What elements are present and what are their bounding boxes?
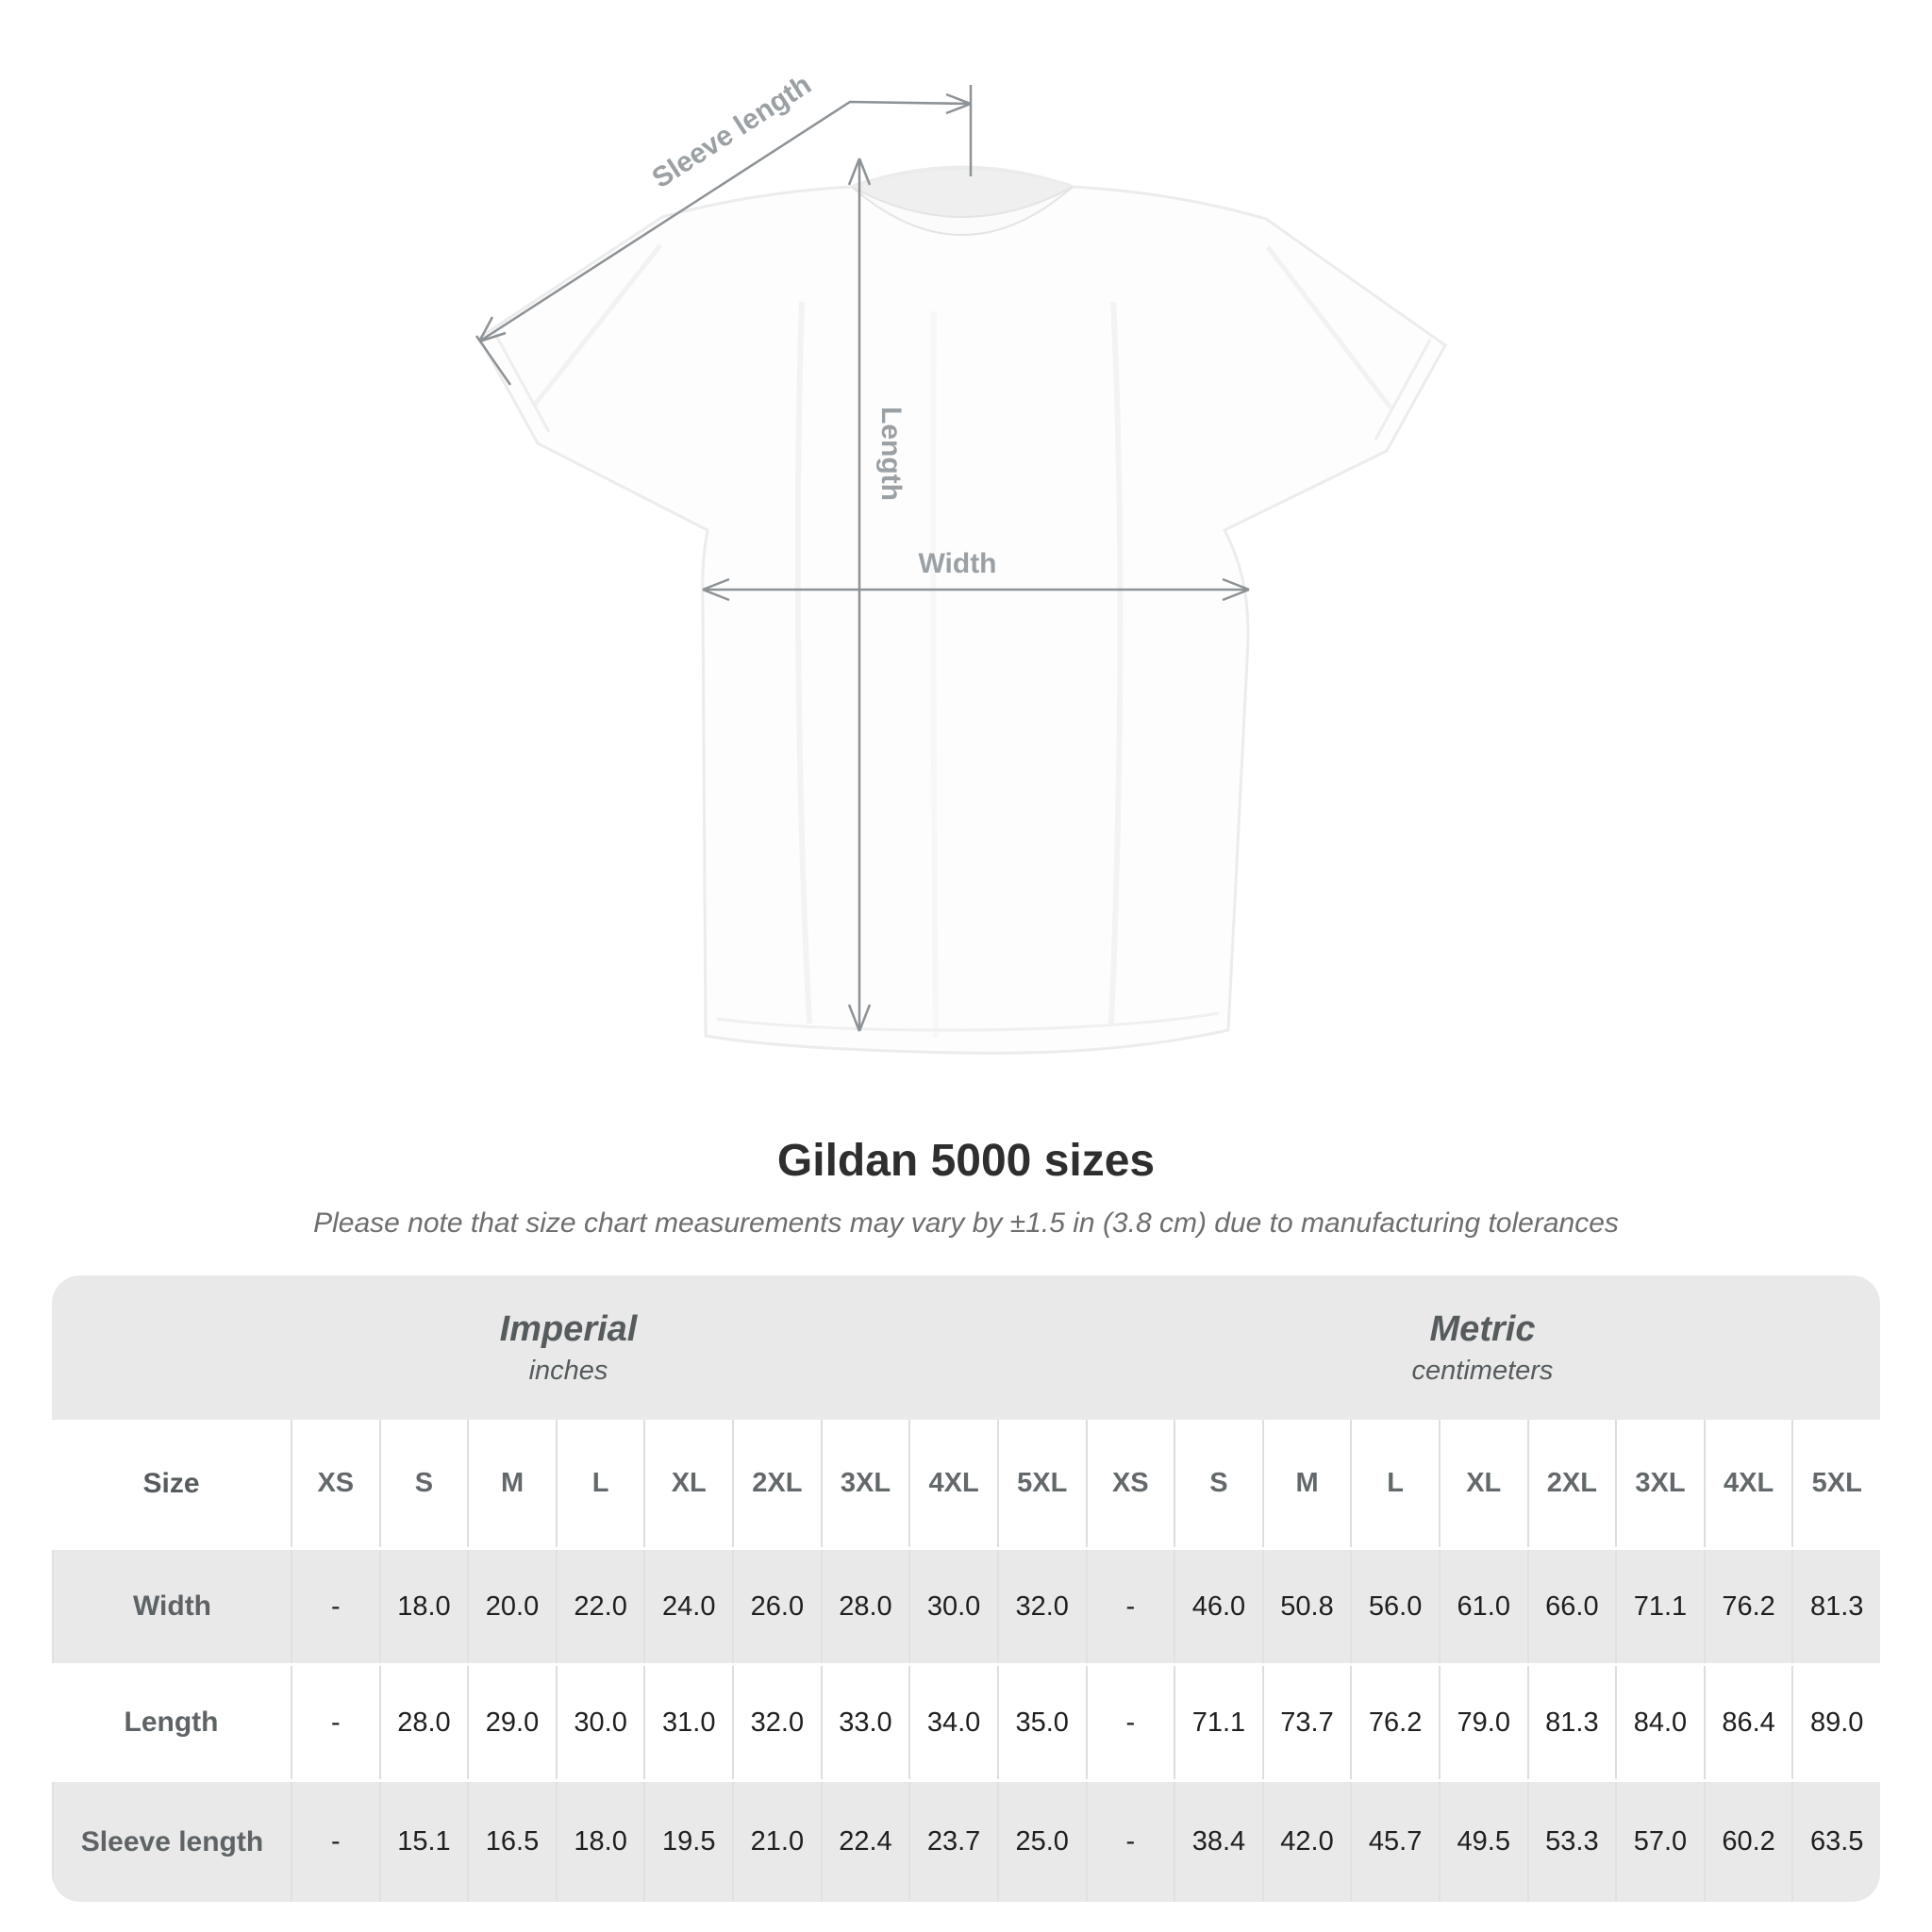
- imperial-value-cell: 30.0: [556, 1666, 644, 1779]
- tshirt-shape: [479, 167, 1445, 1053]
- metric-value-cell: 46.0: [1174, 1550, 1262, 1663]
- metric-value-cell: 71.1: [1174, 1666, 1262, 1779]
- size-column-header-imperial: 5XL: [997, 1420, 1086, 1547]
- metric-value-cell: -: [1086, 1550, 1174, 1663]
- metric-value-cell: 89.0: [1791, 1666, 1880, 1779]
- measurement-row: [52, 1663, 1880, 1779]
- size-column-header-imperial: L: [556, 1420, 644, 1547]
- measurement-row: [52, 1779, 1880, 1902]
- size-column-header-metric: 5XL: [1791, 1420, 1880, 1547]
- metric-value-cell: 60.2: [1704, 1782, 1792, 1902]
- metric-group-header: [1085, 1275, 1880, 1420]
- unit-group-band: [52, 1275, 1880, 1420]
- tolerance-note: Please note that size chart measurements may vary by ±1.5 in (3.8 cm) due to manufacturing tolerances: [313, 1208, 1619, 1239]
- metric-group-name: Metric: [1429, 1308, 1536, 1349]
- metric-value-cell: 73.7: [1262, 1666, 1351, 1779]
- metric-value-cell: 66.0: [1527, 1550, 1616, 1663]
- size-column-header-imperial: 2XL: [732, 1420, 821, 1547]
- table-rows: [52, 1547, 1880, 1902]
- imperial-value-cell: 28.0: [821, 1550, 909, 1663]
- imperial-value-cell: -: [291, 1782, 379, 1902]
- size-column-title: Size: [142, 1467, 200, 1499]
- metric-value-cell: 79.0: [1439, 1666, 1527, 1779]
- imperial-group-header: [52, 1275, 1085, 1420]
- imperial-value-cell: 26.0: [732, 1550, 821, 1663]
- size-column-header-metric: 2XL: [1527, 1420, 1616, 1547]
- metric-value-cell: 76.2: [1704, 1550, 1792, 1663]
- size-column-header-imperial: XS: [291, 1420, 379, 1547]
- imperial-value-cell: 32.0: [732, 1666, 821, 1779]
- metric-value-cell: 53.3: [1527, 1782, 1616, 1902]
- imperial-value-cell: 16.5: [467, 1782, 556, 1902]
- imperial-value-cell: 22.4: [821, 1782, 909, 1902]
- imperial-value-cell: 19.5: [643, 1782, 732, 1902]
- size-column-header-imperial: XL: [643, 1420, 732, 1547]
- imperial-value-cell: -: [291, 1550, 379, 1663]
- metric-value-cell: 61.0: [1439, 1550, 1527, 1663]
- metric-value-cell: -: [1086, 1782, 1174, 1902]
- imperial-value-cell: 31.0: [643, 1666, 732, 1779]
- imperial-value-cell: 34.0: [908, 1666, 997, 1779]
- size-column-header-metric: L: [1350, 1420, 1439, 1547]
- metric-value-cell: 63.5: [1791, 1782, 1880, 1902]
- imperial-value-cell: 18.0: [556, 1782, 644, 1902]
- size-column-header-imperial: 4XL: [908, 1420, 997, 1547]
- sleeve-length-diagram-label: Sleeve length: [646, 69, 817, 195]
- imperial-value-cell: 29.0: [467, 1666, 556, 1779]
- size-header-row: [52, 1420, 1880, 1547]
- metric-value-cell: 38.4: [1174, 1782, 1262, 1902]
- imperial-value-cell: 23.7: [908, 1782, 997, 1902]
- imperial-value-cell: 22.0: [556, 1550, 644, 1663]
- metric-value-cell: 42.0: [1262, 1782, 1351, 1902]
- imperial-value-cell: 15.1: [379, 1782, 468, 1902]
- metric-group-unit: centimeters: [1411, 1355, 1554, 1386]
- imperial-value-cell: 28.0: [379, 1666, 468, 1779]
- size-column-header-metric: M: [1262, 1420, 1351, 1547]
- size-column-header-metric: XS: [1086, 1420, 1174, 1547]
- metric-value-cell: 81.3: [1791, 1550, 1880, 1663]
- size-column-header-metric: 3XL: [1615, 1420, 1704, 1547]
- metric-value-cell: 84.0: [1615, 1666, 1704, 1779]
- imperial-value-cell: 25.0: [997, 1782, 1086, 1902]
- row-label: Sleeve length: [52, 1782, 291, 1902]
- size-table: [52, 1275, 1880, 1902]
- metric-value-cell: 86.4: [1704, 1666, 1792, 1779]
- metric-value-cell: 57.0: [1615, 1782, 1704, 1902]
- size-column-header-metric: 4XL: [1704, 1420, 1792, 1547]
- length-diagram-label: Length: [875, 407, 907, 501]
- imperial-value-cell: 33.0: [821, 1666, 909, 1779]
- size-column-header-metric: S: [1174, 1420, 1262, 1547]
- size-column-header-imperial: 3XL: [821, 1420, 909, 1547]
- imperial-value-cell: 18.0: [379, 1550, 468, 1663]
- imperial-value-cell: 30.0: [908, 1550, 997, 1663]
- imperial-group-unit: inches: [528, 1355, 608, 1386]
- size-column-header-imperial: M: [467, 1420, 556, 1547]
- size-column-header-metric: XL: [1439, 1420, 1527, 1547]
- metric-value-cell: 50.8: [1262, 1550, 1351, 1663]
- metric-value-cell: 76.2: [1350, 1666, 1439, 1779]
- imperial-value-cell: 24.0: [643, 1550, 732, 1663]
- imperial-value-cell: -: [291, 1666, 379, 1779]
- imperial-value-cell: 20.0: [467, 1550, 556, 1663]
- metric-value-cell: 56.0: [1350, 1550, 1439, 1663]
- size-column-header-imperial: S: [379, 1420, 468, 1547]
- metric-value-cell: 49.5: [1439, 1782, 1527, 1902]
- row-label: Length: [124, 1707, 219, 1738]
- imperial-value-cell: 21.0: [732, 1782, 821, 1902]
- metric-value-cell: 71.1: [1615, 1550, 1704, 1663]
- row-label: Width: [52, 1550, 291, 1663]
- metric-value-cell: 45.7: [1350, 1782, 1439, 1902]
- metric-value-cell: 81.3: [1527, 1666, 1616, 1779]
- imperial-group-name: Imperial: [499, 1308, 638, 1349]
- page-title: Gildan 5000 sizes: [776, 1136, 1156, 1186]
- imperial-value-cell: 35.0: [997, 1666, 1086, 1779]
- metric-value-cell: -: [1086, 1666, 1174, 1779]
- imperial-value-cell: 32.0: [997, 1550, 1086, 1663]
- width-diagram-label: Width: [918, 548, 997, 579]
- measurement-row: [52, 1547, 1880, 1663]
